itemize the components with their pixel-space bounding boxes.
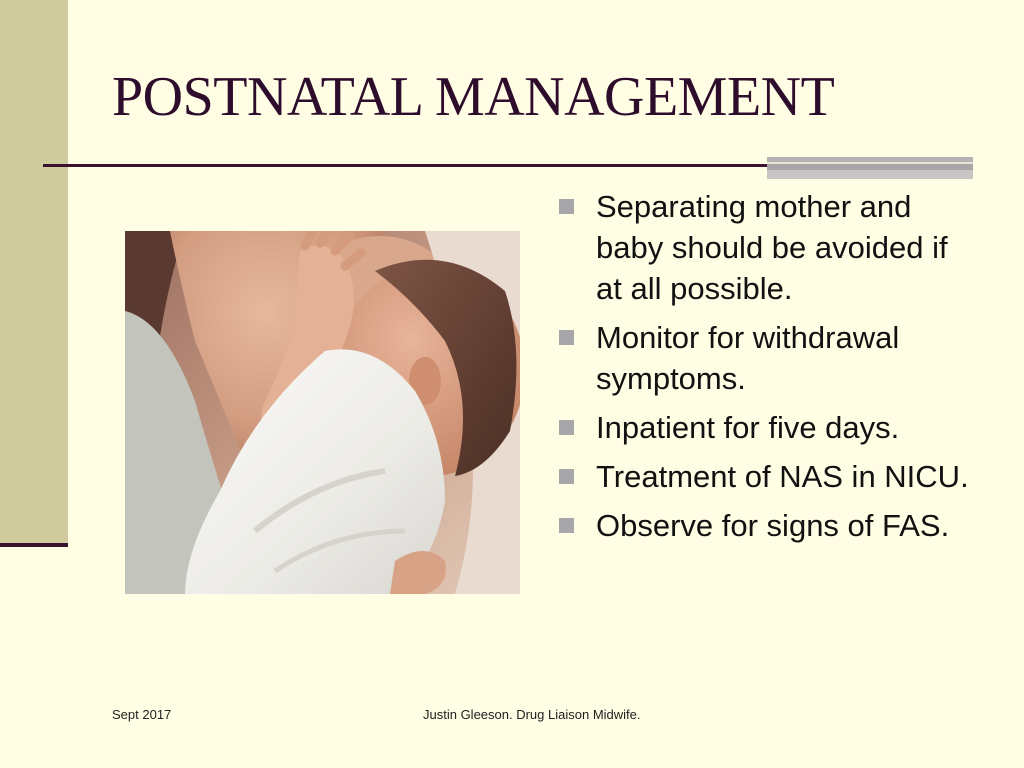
square-bullet-icon	[559, 469, 574, 484]
left-accent-bar-underline	[0, 543, 68, 547]
square-bullet-icon	[559, 420, 574, 435]
bullet-item: Monitor for withdrawal symptoms.	[558, 317, 978, 399]
square-bullet-icon	[559, 199, 574, 214]
left-accent-bar	[0, 0, 68, 545]
footer-author: Justin Gleeson. Drug Liaison Midwife.	[423, 707, 641, 722]
bullet-list	[558, 186, 978, 554]
title-divider-gray-block	[767, 157, 973, 179]
square-bullet-icon	[559, 330, 574, 345]
footer-date: Sept 2017	[112, 707, 172, 722]
bullet-item: Observe for signs of FAS.	[558, 505, 978, 546]
square-bullet-icon	[559, 518, 574, 533]
slide-title: POSTNATAL MANAGEMENT	[112, 66, 835, 128]
title-divider-line	[43, 164, 773, 167]
bullet-item: Separating mother and baby should be avoided if at all possible.	[558, 186, 978, 309]
bullet-item: Treatment of NAS in NICU.	[558, 456, 978, 497]
bullet-item: Inpatient for five days.	[558, 407, 978, 448]
breastfeeding-photo	[125, 231, 520, 594]
